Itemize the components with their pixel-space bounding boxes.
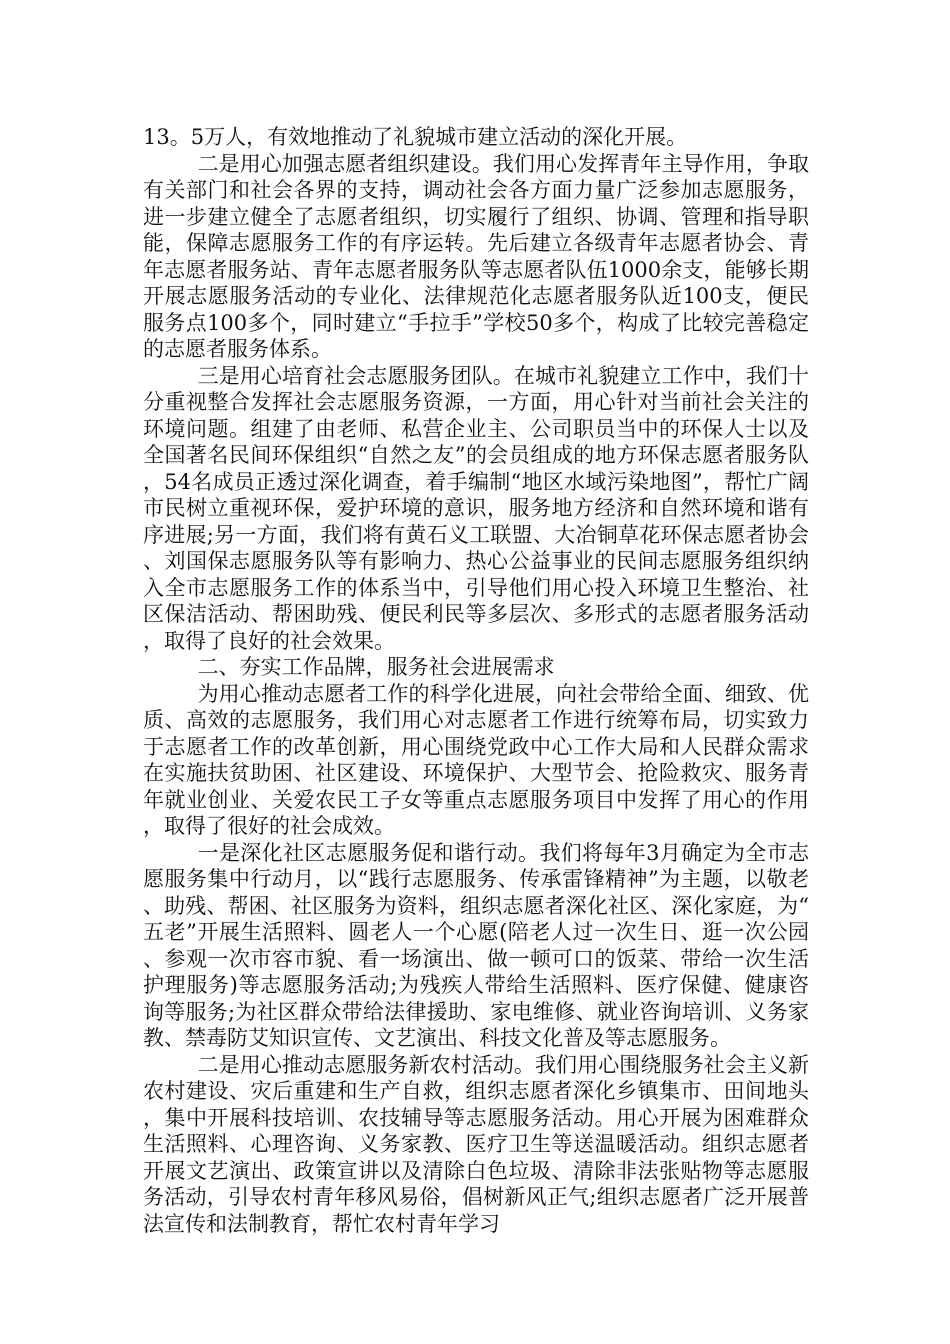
paragraph-community-service: 一是深化社区志愿服务促和谐行动。我们将每年3月确定为全市志愿服务集中行动月，以“践行志愿服务、传承雷锋精神”为主题，以敬老、助残、帮困、社区服务为资料，组织志愿者深化社区、深化家庭，为“五老”开展生活照料、圆老人一个心愿(陪老人过一次生日、逛一次公园、参观一次市容市貌、看一场演出、做一顿可口的饭菜、带给一次生活护理服务)等志愿服务活动;为残疾人带给生活照料、医疗保健、健康咨询等服务;为社区群众带给法律援助、家电维修、就业咨询培训、义务家教、禁毒防艾知识宣传、文艺演出、科技文化普及等志愿服务。 <box>143 840 809 1050</box>
section-heading: 二、夯实工作品牌，服务社会进展需求 <box>197 655 555 679</box>
paragraph-social-volunteer-teams: 三是用心培育社会志愿服务团队。在城市礼貌建立工作中，我们十分重视整合发挥社会志愿服务资源，一方面，用心针对当前社会关注的环境问题。组建了由老师、私营企业主、公司职员当中的环保人士以及全国著名民间环保组织“自然之友”的会员组成的地方环保志愿者服务队，54名成员正透过深化调查，着手编制“地区水域污染地图”，帮忙广阔市民树立重视环保，爱护环境的意识，服务地方经济和自然环境和谐有序进展;另一方面，我们将有黄石义工联盟、大冶铜草花环保志愿者协会、刘国保志愿服务队等有影响力、热心公益事业的民间志愿服务组织纳入全市志愿服务工作的体系当中，引导他们用心投入环境卫生整治、社区保洁活动、帮困助残、便民利民等多层次、多形式的志愿者服务活动，取得了良好的社会效果。 <box>143 363 809 653</box>
paragraph-rural-service: 二是用心推动志愿服务新农村活动。我们用心围绕服务社会主义新农村建设、灾后重建和生产自救，组织志愿者深化乡镇集市、田间地头，集中开展科技培训、农技辅导等志愿服务活动。用心开展为困难群众生活照料、心理咨询、义务家教、医疗卫生等送温暖活动。组织志愿者开展文艺演出、政策宣讲以及清除白色垃圾、清除非法张贴物等志愿服务活动，引导农村青年移风易俗，倡树新风正气;组织志愿者广泛开展普法宣传和法制教育，帮忙农村青年学习 <box>143 1052 809 1236</box>
paragraph-volunteer-organization: 二是用心加强志愿者组织建设。我们用心发挥青年主导作用，争取有关部门和社会各界的支持，调动社会各方面力量广泛参加志愿服务，进一步建立健全了志愿者组织，切实履行了组织、协调、管理和指导职能，保障志愿服务工作的有序运转。先后建立各级青年志愿者协会、青年志愿者服务站、青年志愿者服务队等志愿者队伍1000余支，能够长期开展志愿服务活动的专业化、法律规范化志愿者服务队近100支，便民服务点100多个，同时建立“手拉手”学校50多个，构成了比较完善稳定的志愿者服务体系。 <box>143 151 809 361</box>
paragraph-continued: 13。5万人，有效地推动了礼貌城市建立活动的深化开展。 <box>143 125 688 149</box>
document-body <box>143 124 809 1237</box>
paragraph-section-intro: 为用心推动志愿者工作的科学化进展，向社会带给全面、细致、优质、高效的志愿服务，我们用心对志愿者工作进行统筹布局，切实致力于志愿者工作的改革创新，用心围绕党政中心工作大局和人民群众需求在实施扶贫助困、社区建设、环境保护、大型节会、抢险救灾、服务青年就业创业、关爱农民工子女等重点志愿服务项目中发挥了用心的作用，取得了很好的社会成效。 <box>143 681 809 838</box>
